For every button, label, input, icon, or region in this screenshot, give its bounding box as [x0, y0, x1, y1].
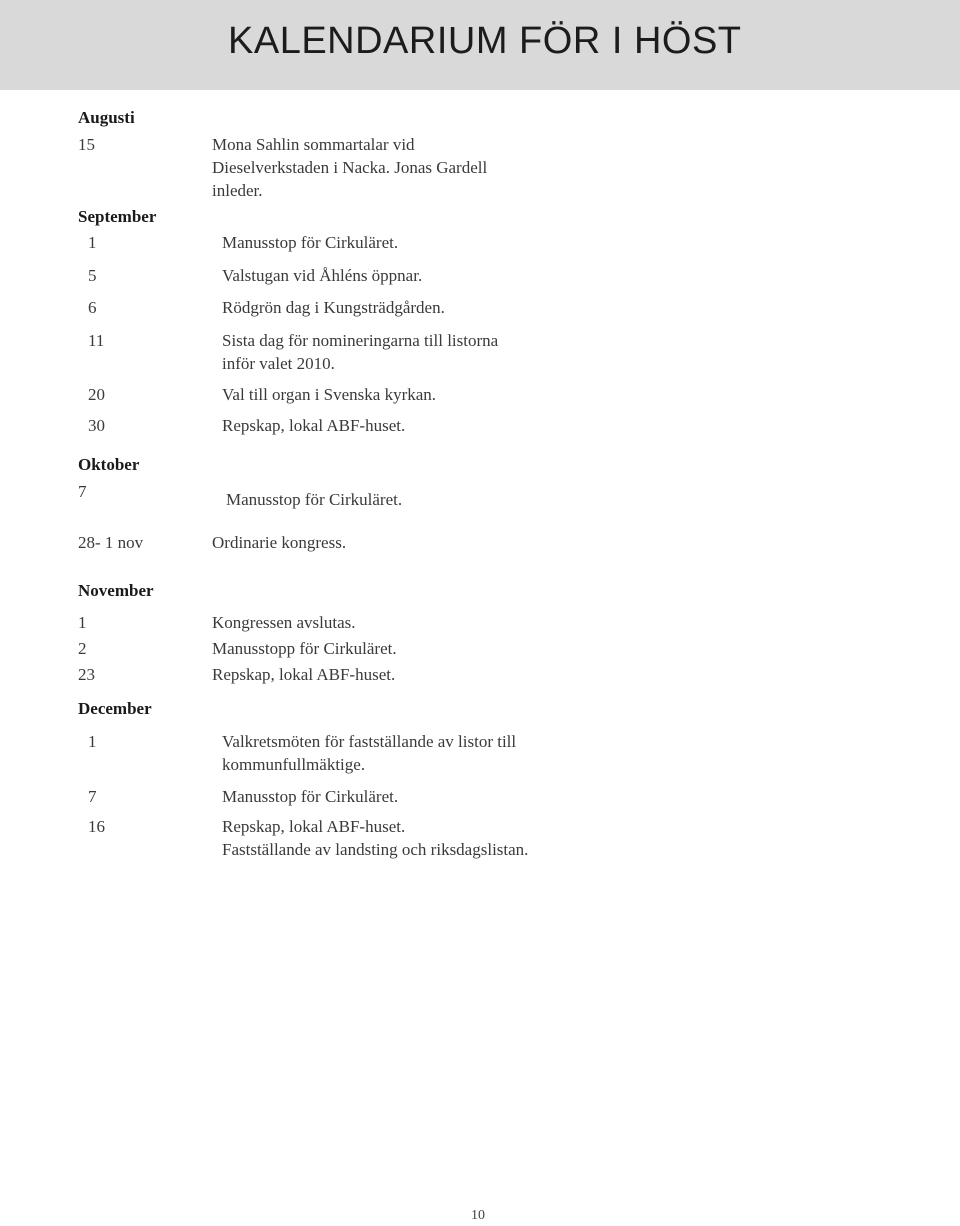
- event-line: Rödgrön dag i Kungsträdgården.: [222, 298, 445, 317]
- event-line: Dieselverkstaden i Nacka. Jonas Gardell: [212, 158, 488, 177]
- event-day: 1: [78, 613, 87, 632]
- page-title: KALENDARIUM FÖR I HÖST: [228, 20, 742, 62]
- event-description: [212, 663, 395, 686]
- event-description: [222, 296, 445, 319]
- month-heading-december: December: [78, 699, 152, 718]
- event-day: 15: [78, 135, 95, 154]
- event-line: Valkretsmöten för fastställande av listor till: [222, 732, 517, 751]
- event-line: Kongressen avslutas.: [212, 613, 356, 632]
- event-line: Mona Sahlin sommartalar vid: [212, 135, 415, 154]
- event-day: 2: [78, 639, 87, 658]
- event-description: [212, 611, 356, 634]
- event-description: [222, 329, 498, 375]
- event-description: [222, 785, 398, 808]
- event-day: 16: [88, 817, 105, 836]
- event-day: 7: [88, 787, 97, 806]
- event-day: 20: [88, 385, 105, 404]
- event-description: [222, 414, 405, 437]
- event-line: inleder.: [212, 181, 263, 200]
- month-heading-augusti: Augusti: [78, 108, 135, 127]
- event-description: [222, 730, 516, 776]
- event-line: Repskap, lokal ABF-huset.: [222, 817, 406, 836]
- event-day: 23: [78, 665, 95, 684]
- event-line: Manusstopp för Cirkuläret.: [212, 639, 397, 658]
- event-description: [212, 531, 346, 554]
- event-description: [222, 815, 528, 861]
- event-day: 28- 1 nov: [78, 533, 144, 552]
- header-band: [0, 0, 960, 90]
- event-description: [226, 488, 402, 511]
- event-day: 1: [88, 732, 97, 751]
- event-line: Repskap, lokal ABF-huset.: [212, 665, 396, 684]
- event-line: Sista dag för nomineringarna till listorna: [222, 331, 499, 350]
- event-description: [222, 383, 436, 406]
- event-line: kommunfullmäktige.: [222, 755, 366, 774]
- event-day: 6: [88, 298, 97, 317]
- month-heading-september: September: [78, 207, 157, 226]
- event-line: Manusstop för Cirkuläret.: [222, 233, 399, 252]
- event-day: 7: [78, 482, 87, 501]
- event-line: Fastställande av landsting och riksdagslistan.: [222, 840, 529, 859]
- event-line: Manusstop för Cirkuläret.: [226, 490, 403, 509]
- event-line: inför valet 2010.: [222, 354, 335, 373]
- event-description: [212, 637, 397, 660]
- month-heading-november: November: [78, 581, 154, 600]
- event-line: Val till organ i Svenska kyrkan.: [222, 385, 437, 404]
- event-line: Repskap, lokal ABF-huset.: [222, 416, 406, 435]
- event-day: 30: [88, 416, 105, 435]
- event-day: 5: [88, 266, 97, 285]
- month-heading-oktober: Oktober: [78, 455, 140, 474]
- event-description: [222, 231, 398, 254]
- event-day: 11: [88, 331, 105, 350]
- event-line: Manusstop för Cirkuläret.: [222, 787, 399, 806]
- event-description: [222, 264, 422, 287]
- event-description: [212, 133, 487, 202]
- page-number: 10: [471, 1208, 485, 1223]
- event-day: 1: [88, 233, 97, 252]
- event-line: Ordinarie kongress.: [212, 533, 347, 552]
- event-line: Valstugan vid Åhléns öppnar.: [222, 266, 423, 285]
